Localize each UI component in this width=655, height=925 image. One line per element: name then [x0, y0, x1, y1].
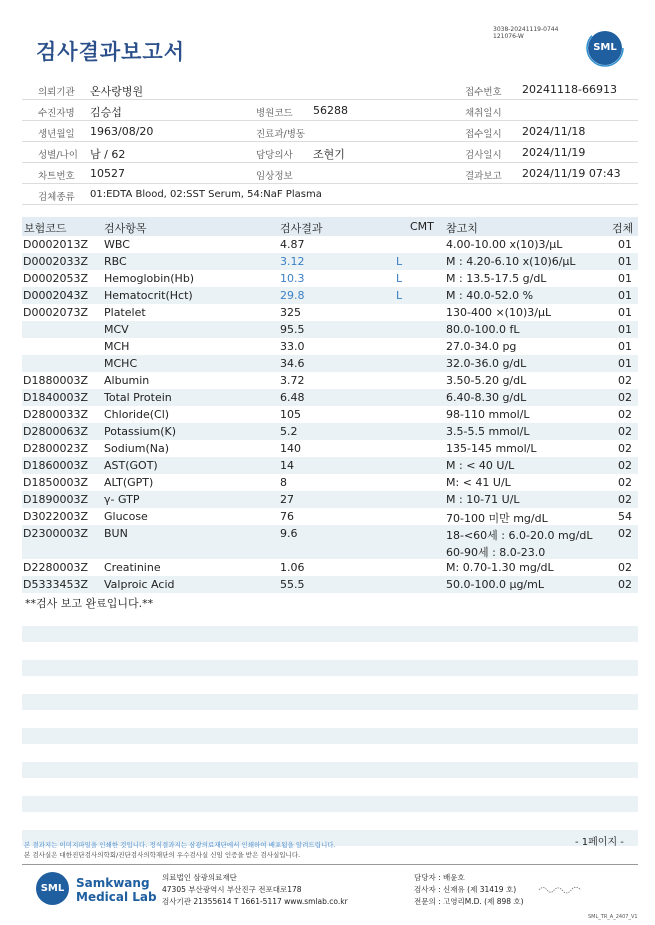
row-result: 325 — [280, 306, 301, 319]
row-item: γ- GTP — [104, 493, 140, 506]
row-item: Creatinine — [104, 561, 161, 574]
name-label: 수진자명 — [38, 108, 75, 119]
test-date-label: 검사일시 — [465, 150, 502, 161]
row-ref: 50.0-100.0 μg/mL — [446, 578, 544, 591]
row-ref: 4.00-10.00 x(10)3/μL — [446, 238, 563, 251]
table-row — [22, 406, 638, 423]
row-item: RBC — [104, 255, 127, 268]
row-result: 33.0 — [280, 340, 305, 353]
row-ref: 6.40-8.30 g/dL — [446, 391, 527, 404]
row-ref: 32.0-36.0 g/dL — [446, 357, 527, 370]
row-item: Sodium(Na) — [104, 442, 169, 455]
chart-no-label: 차트번호 — [38, 171, 75, 182]
page-number: - 1페이지 - — [575, 837, 624, 848]
document-id-line2: 121076-W — [493, 33, 524, 40]
report-complete-note: **검사 보고 완료입니다.** — [25, 597, 154, 610]
row-spec: 02 — [618, 561, 632, 574]
empty-row-stripe — [22, 626, 638, 642]
address-line1: 의료법인 삼광의료재단 — [162, 873, 237, 882]
footer-logo-icon: SML — [36, 872, 69, 905]
row-flag: L — [396, 255, 403, 268]
row-code: D1890003Z — [23, 493, 88, 506]
row-item: MCHC — [104, 357, 138, 370]
row-code: D2800023Z — [23, 442, 88, 455]
row-ref: 27.0-34.0 pg — [446, 340, 517, 353]
row-item: BUN — [104, 527, 128, 540]
header-cmt: CMT — [410, 220, 434, 233]
row-ref: M : < 40 U/L — [446, 459, 515, 472]
row-ref: 80.0-100.0 fL — [446, 323, 520, 336]
row-ref: M: < 41 U/L — [446, 476, 511, 489]
document-id-line1: 3038-20241119-0744 — [493, 26, 559, 33]
row-spec: 02 — [618, 391, 632, 404]
table-row — [22, 304, 638, 321]
row-spec: 01 — [618, 323, 632, 336]
sex-age-value: 남 / 62 — [90, 148, 126, 161]
row-code: D0002053Z — [23, 272, 88, 285]
row-result: 10.3 — [280, 272, 305, 285]
row-code: D0002013Z — [23, 238, 88, 251]
table-row — [22, 253, 638, 270]
chart-no-value: 10527 — [90, 167, 125, 180]
name-value: 김승섭 — [90, 106, 122, 119]
receipt-no-label: 접수번호 — [465, 87, 502, 98]
row-code: D5333453Z — [23, 578, 88, 591]
row-ref: 135-145 mmol/L — [446, 442, 537, 455]
row-result: 76 — [280, 510, 294, 523]
row-item: AST(GOT) — [104, 459, 158, 472]
image-print-notice: 본 결과지는 이미지파일을 인쇄한 것입니다. 정식결과지는 삼광의료재단에서 인쇄하여 배포됨을 알려드립니다. — [24, 841, 336, 849]
info-row-5 — [22, 163, 638, 184]
table-row — [22, 372, 638, 389]
table-row — [22, 287, 638, 304]
row-result: 14 — [280, 459, 294, 472]
info-row-6 — [22, 184, 638, 205]
row-item: Potassium(K) — [104, 425, 177, 438]
table-row — [22, 270, 638, 287]
hospital-code-label: 병원코드 — [256, 108, 293, 119]
row-ref: M : 10-71 U/L — [446, 493, 520, 506]
report-time-label: 결과보고 — [465, 171, 502, 182]
row-code: D1880003Z — [23, 374, 88, 387]
row-spec: 01 — [618, 255, 632, 268]
row-ref: 3.5-5.5 mmol/L — [446, 425, 530, 438]
row-spec: 02 — [618, 425, 632, 438]
hospital-code-value: 56288 — [313, 104, 348, 117]
row-result: 3.72 — [280, 374, 305, 387]
table-row — [22, 457, 638, 474]
header-code: 보험코드 — [24, 222, 67, 235]
info-row-1 — [22, 79, 638, 100]
birth-value: 1963/08/20 — [90, 125, 154, 138]
table-row — [22, 474, 638, 491]
row-code: D0002033Z — [23, 255, 88, 268]
row-result: 3.12 — [280, 255, 305, 268]
row-result: 140 — [280, 442, 301, 455]
footer-divider — [22, 864, 638, 865]
row-ref: M : 40.0-52.0 % — [446, 289, 534, 302]
row-result: 29.8 — [280, 289, 305, 302]
header-result: 검사결과 — [280, 222, 323, 235]
signature-icon — [538, 884, 582, 894]
info-row-2 — [22, 100, 638, 121]
row-item: ALT(GPT) — [104, 476, 154, 489]
row-ref: 98-110 mmol/L — [446, 408, 530, 421]
receipt-date-value: 2024/11/18 — [522, 125, 586, 138]
row-result: 6.48 — [280, 391, 305, 404]
brand-line1: Samkwang — [76, 876, 150, 890]
row-result: 5.2 — [280, 425, 298, 438]
form-code: SML_TR_A_2407_V1 — [588, 914, 638, 920]
row-item: Glucose — [104, 510, 148, 523]
row-result: 95.5 — [280, 323, 305, 336]
info-row-4 — [22, 142, 638, 163]
clinical-label: 임상정보 — [256, 171, 293, 182]
row-spec: 02 — [618, 493, 632, 506]
footer-brand — [76, 876, 157, 904]
row-result: 55.5 — [280, 578, 305, 591]
row-spec: 01 — [618, 272, 632, 285]
header-item: 검사항목 — [104, 222, 147, 235]
row-result: 9.6 — [280, 527, 298, 540]
dept-label: 진료과/병동 — [256, 129, 306, 140]
row-result: 8 — [280, 476, 287, 489]
sml-logo: SML — [588, 31, 622, 65]
row-ref: 130-400 ×(10)3/μL — [446, 306, 552, 319]
test-date-value: 2024/11/19 — [522, 146, 586, 159]
empty-row-stripe — [22, 796, 638, 812]
row-result: 105 — [280, 408, 301, 421]
row-item: Chloride(Cl) — [104, 408, 170, 421]
row-spec: 02 — [618, 374, 632, 387]
doctor-label: 담당의사 — [256, 150, 293, 161]
row-code: D2800033Z — [23, 408, 88, 421]
hospital-label: 의뢰기관 — [38, 87, 75, 98]
birth-label: 생년월일 — [38, 129, 75, 140]
row-item: Hemoglobin(Hb) — [104, 272, 195, 285]
row-item: Platelet — [104, 306, 146, 319]
row-result: 34.6 — [280, 357, 305, 370]
row-ref-line2: 60-90세 : 8.0-23.0 — [446, 546, 546, 559]
row-code: D2300003Z — [23, 527, 88, 540]
row-code: D1840003Z — [23, 391, 88, 404]
row-code: D0002043Z — [23, 289, 88, 302]
row-result: 1.06 — [280, 561, 305, 574]
staff-tester: 검사자 : 신재유 (제 31419 호) — [414, 885, 517, 894]
empty-row-stripe — [22, 762, 638, 778]
footer-address — [162, 872, 348, 908]
row-spec: 01 — [618, 357, 632, 370]
row-ref: 3.50-5.20 g/dL — [446, 374, 527, 387]
row-ref: M: 0.70-1.30 mg/dL — [446, 561, 554, 574]
row-ref: 18-<60세 : 6.0-20.0 mg/dL — [446, 529, 593, 542]
brand-line2: Medical Lab — [76, 890, 157, 904]
collect-time-label: 채취일시 — [465, 108, 502, 119]
row-spec: 02 — [618, 442, 632, 455]
row-code: D3022003Z — [23, 510, 88, 523]
staff-manager: 담당자 : 배윤호 — [414, 873, 465, 882]
page-title: 검사결과보고서 — [36, 40, 186, 64]
row-spec: 01 — [618, 306, 632, 319]
doctor-value: 조현기 — [313, 148, 345, 161]
row-spec: 02 — [618, 459, 632, 472]
specimen-value: 01:EDTA Blood, 02:SST Serum, 54:NaF Plasma — [90, 189, 322, 200]
row-item: WBC — [104, 238, 130, 251]
row-spec: 01 — [618, 238, 632, 251]
results-table-header — [22, 217, 638, 236]
table-row — [22, 576, 638, 593]
table-row — [22, 440, 638, 457]
row-flag: L — [396, 272, 403, 285]
hospital-value: 온사랑병원 — [90, 85, 144, 98]
address-line2: 47305 부산광역시 부산진구 전포대로178 — [162, 885, 302, 894]
table-row — [22, 491, 638, 508]
table-row — [22, 389, 638, 406]
header-spec: 검체 — [612, 222, 634, 235]
sex-age-label: 성별/나이 — [38, 150, 78, 161]
address-line3: 검사기관 21355614 T 1661-5117 www.smlab.co.kr — [162, 897, 348, 906]
row-ref: 70-100 미만 mg/dL — [446, 512, 548, 525]
report-complete-row — [22, 593, 638, 610]
row-code: D2800063Z — [23, 425, 88, 438]
row-code: D0002073Z — [23, 306, 88, 319]
staff-specialist: 전문의 : 고영리M.D. (제 898 호) — [414, 897, 524, 906]
table-row — [22, 338, 638, 355]
table-row — [22, 423, 638, 440]
specimen-label: 검체종류 — [38, 192, 75, 203]
footer-staff — [414, 872, 524, 908]
row-spec: 02 — [618, 527, 632, 540]
row-item: Hematocrit(Hct) — [104, 289, 193, 302]
row-ref: M : 13.5-17.5 g/dL — [446, 272, 547, 285]
row-item: MCH — [104, 340, 130, 353]
empty-row-stripe — [22, 694, 638, 710]
row-code: D1860003Z — [23, 459, 88, 472]
row-spec: 01 — [618, 289, 632, 302]
table-row — [22, 559, 638, 576]
empty-row-stripe — [22, 660, 638, 676]
table-row — [22, 236, 638, 253]
empty-row-stripe — [22, 728, 638, 744]
certification-notice: 본 검사실은 대한진단검사의학회/진단검사의학재단의 우수검사실 신임 인증을 받은 검사실입니다. — [24, 851, 301, 859]
row-spec: 54 — [618, 510, 632, 523]
row-spec: 02 — [618, 408, 632, 421]
table-row — [22, 508, 638, 525]
row-spec: 02 — [618, 578, 632, 591]
row-result: 4.87 — [280, 238, 305, 251]
row-ref: M : 4.20-6.10 x(10)6/μL — [446, 255, 576, 268]
row-spec: 02 — [618, 476, 632, 489]
table-row — [22, 355, 638, 372]
row-item: Total Protein — [104, 391, 172, 404]
table-row — [22, 321, 638, 338]
row-spec: 01 — [618, 340, 632, 353]
row-code: D2280003Z — [23, 561, 88, 574]
row-result: 27 — [280, 493, 294, 506]
row-item: MCV — [104, 323, 129, 336]
document-id — [493, 26, 558, 40]
row-flag: L — [396, 289, 403, 302]
table-row — [22, 525, 638, 559]
info-row-3 — [22, 121, 638, 142]
receipt-no-value: 20241118-66913 — [522, 83, 617, 96]
row-code: D1850003Z — [23, 476, 88, 489]
receipt-date-label: 접수일시 — [465, 129, 502, 140]
row-item: Albumin — [104, 374, 150, 387]
row-item: Valproic Acid — [104, 578, 175, 591]
header-ref: 참고치 — [446, 222, 478, 235]
report-time-value: 2024/11/19 07:43 — [522, 167, 621, 180]
